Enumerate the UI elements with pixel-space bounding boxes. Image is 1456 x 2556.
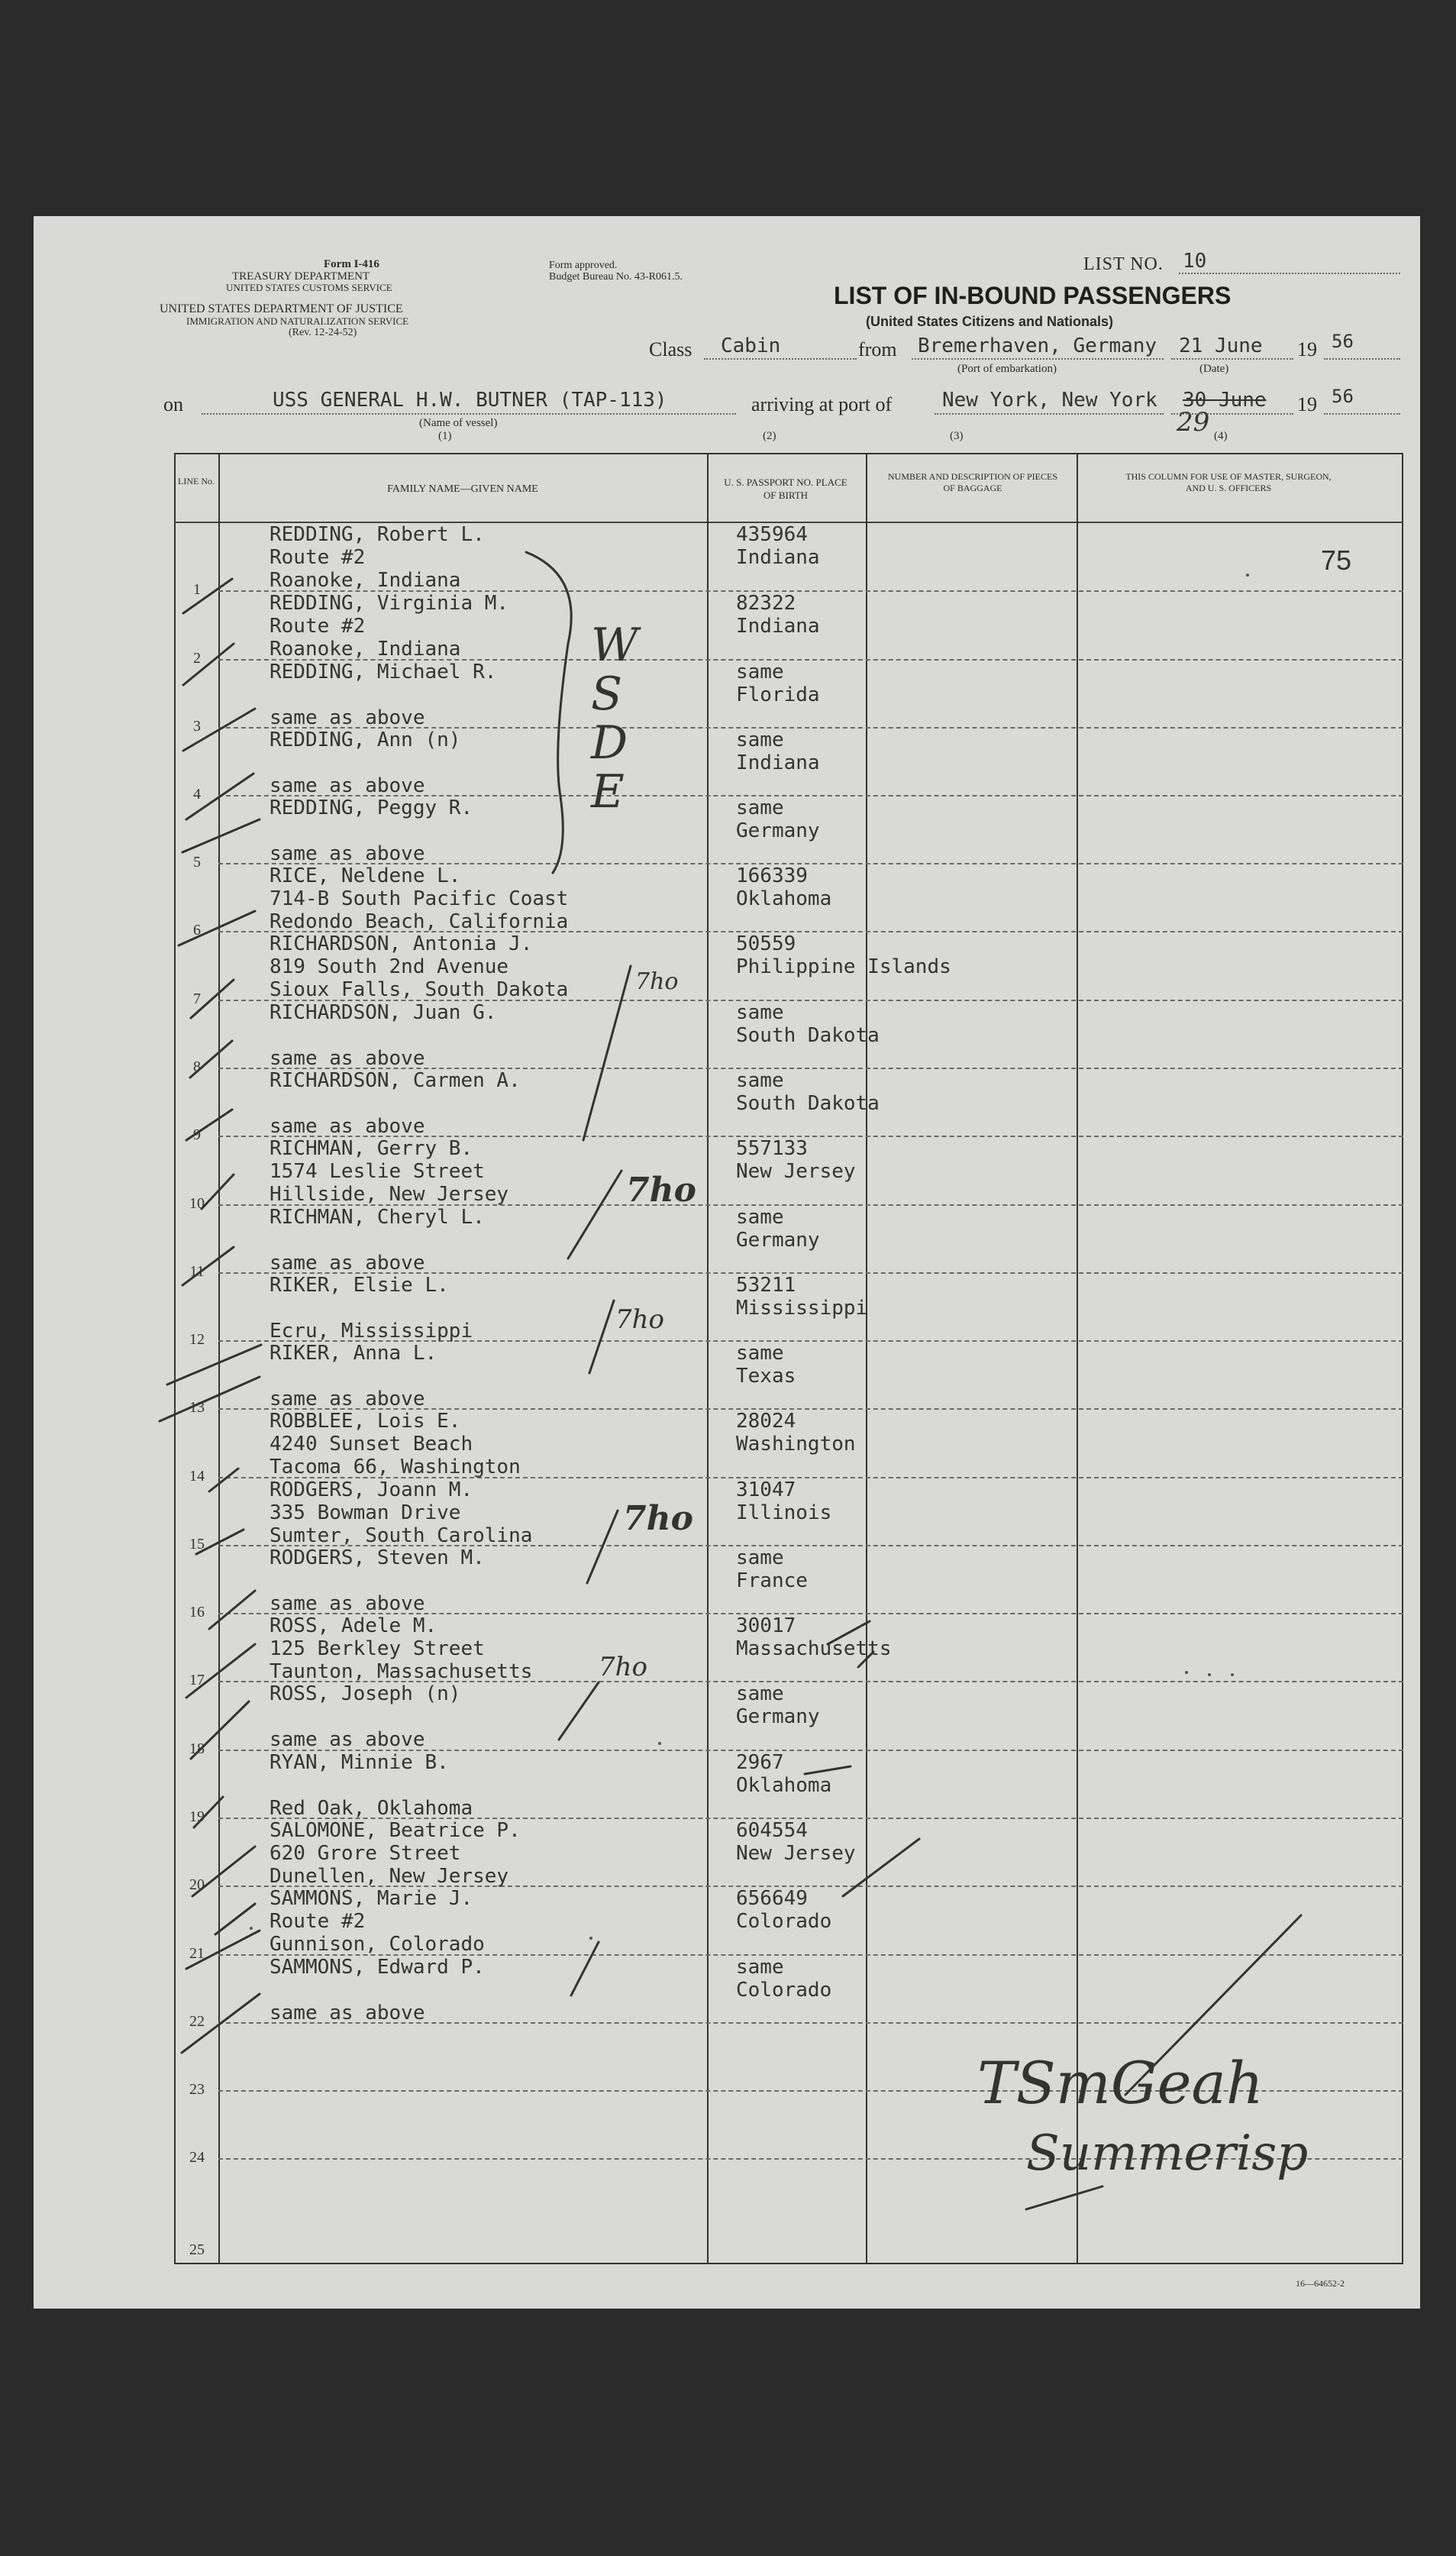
passport-number: same xyxy=(736,1956,784,1979)
address-line: 125 Berkley Street xyxy=(270,1637,485,1660)
col-header-officers: THIS COLUMN FOR USE OF MASTER, SURGEON, AND U. S. OFFICERS xyxy=(1125,471,1332,493)
initials-mark: 7ho xyxy=(635,968,679,995)
arriving-label: arriving at port of xyxy=(751,393,893,415)
passport-number: same xyxy=(736,661,784,683)
class-label: Class xyxy=(649,338,692,360)
address-line: Dunellen, New Jersey xyxy=(270,1865,509,1888)
line-number: 8 xyxy=(193,1058,201,1075)
address-line: same as above xyxy=(270,1388,425,1410)
col-header-baggage: NUMBER AND DESCRIPTION OF PIECES OF BAGGAGE xyxy=(887,471,1058,493)
passenger-name: RICHARDSON, Juan G. xyxy=(270,1001,497,1024)
line-number: 18 xyxy=(189,1740,205,1757)
initials-mark: 7ho xyxy=(623,1499,693,1538)
line-number: 24 xyxy=(189,2149,205,2166)
form-code: 16—64652-2 xyxy=(1296,2278,1345,2289)
passport-number: 604554 xyxy=(736,1819,808,1842)
line-number: 5 xyxy=(193,854,201,871)
line-number: 3 xyxy=(193,718,201,735)
passport-number: 53211 xyxy=(736,1274,796,1297)
place-of-birth: Colorado xyxy=(736,1910,832,1933)
year-prefix: 19 xyxy=(1297,338,1317,360)
place-of-birth: Germany xyxy=(736,819,820,842)
passenger-name: RIKER, Elsie L. xyxy=(270,1274,449,1297)
passenger-name: RODGERS, Steven M. xyxy=(270,1546,485,1569)
passenger-name: REDDING, Peggy R. xyxy=(270,797,473,819)
passenger-name: RICHMAN, Gerry B. xyxy=(270,1137,473,1160)
address-line: Route #2 xyxy=(270,546,366,569)
passenger-name: SAMMONS, Marie J. xyxy=(270,1887,473,1910)
column-caption-1: (1) xyxy=(438,430,452,442)
address-line: Hillside, New Jersey xyxy=(270,1183,509,1206)
manifest-page xyxy=(34,216,1420,2309)
line-number: 11 xyxy=(189,1263,205,1280)
initials-mark: 7ho xyxy=(599,1652,647,1682)
address-line: same as above xyxy=(270,1252,425,1275)
passenger-name: SALOMONE, Beatrice P. xyxy=(270,1819,521,1842)
place-of-birth: Germany xyxy=(736,1229,820,1252)
address-line: 620 Grore Street xyxy=(270,1842,461,1865)
line-number: 21 xyxy=(189,1945,205,1962)
line-number: 4 xyxy=(193,786,201,803)
address-line: Route #2 xyxy=(270,615,366,638)
signature: TSmGeah xyxy=(977,2049,1264,2117)
address-line: Route #2 xyxy=(270,1910,366,1933)
passport-number: same xyxy=(736,797,784,819)
arrival-date: 30 June xyxy=(1183,389,1267,412)
col-header-name: FAMILY NAME—GIVEN NAME xyxy=(387,483,538,495)
passenger-name: REDDING, Michael R. xyxy=(270,661,497,683)
address-line: same as above xyxy=(270,1592,425,1615)
address-line: Roanoke, Indiana xyxy=(270,638,461,661)
place-of-birth: Florida xyxy=(736,683,820,706)
approved-line-2: Budget Bureau No. 43-R061.5. xyxy=(549,271,683,283)
arrival-port: New York, New York xyxy=(942,389,1157,412)
officer-note: 75 xyxy=(1321,544,1352,576)
address-line: same as above xyxy=(270,2002,425,2024)
on-label: on xyxy=(163,393,183,415)
embarkation-year: 56 xyxy=(1332,331,1354,352)
place-of-birth: Philippine Islands xyxy=(736,955,951,978)
place-of-birth: Oklahoma xyxy=(736,887,832,910)
dept-line-4: IMMIGRATION AND NATURALIZATION SERVICE xyxy=(186,315,409,327)
column-caption-4: (4) xyxy=(1214,430,1228,442)
line-number: 6 xyxy=(193,922,201,939)
line-number: 20 xyxy=(189,1876,205,1893)
address-line: 4240 Sunset Beach xyxy=(270,1433,473,1456)
passenger-name: SAMMONS, Edward P. xyxy=(270,1956,485,1979)
place-of-birth: Germany xyxy=(736,1705,820,1728)
passenger-name: RICE, Neldene L. xyxy=(270,864,461,887)
initials-mark: 7ho xyxy=(615,1304,664,1335)
place-of-birth: France xyxy=(736,1569,808,1592)
arrival-year-prefix: 19 xyxy=(1297,393,1317,415)
place-of-birth: South Dakota xyxy=(736,1024,880,1047)
col-header-line-no: LINE No. xyxy=(178,476,215,486)
passport-number: 557133 xyxy=(736,1137,808,1160)
line-number: 14 xyxy=(189,1468,205,1485)
passport-number: same xyxy=(736,1682,784,1705)
place-of-birth: Indiana xyxy=(736,615,820,638)
address-line: Ecru, Mississippi xyxy=(270,1320,473,1343)
passenger-name: RIKER, Anna L. xyxy=(270,1342,437,1365)
address-line: Sioux Falls, South Dakota xyxy=(270,978,569,1001)
passport-number: 2967 xyxy=(736,1751,784,1774)
passport-number: same xyxy=(736,1206,784,1229)
form-number: Form I-416 xyxy=(324,258,379,270)
list-no-value: 10 xyxy=(1183,250,1207,273)
address-line: Roanoke, Indiana xyxy=(270,569,461,592)
address-line: 714-B South Pacific Coast xyxy=(270,887,569,910)
passenger-name: RICHARDSON, Antonia J. xyxy=(270,932,533,955)
address-line: 819 South 2nd Avenue xyxy=(270,955,509,978)
place-of-birth: Massachusetts xyxy=(736,1637,892,1660)
passenger-name: ROSS, Adele M. xyxy=(270,1614,437,1637)
line-number: 25 xyxy=(189,2241,205,2258)
place-of-birth: Oklahoma xyxy=(736,1774,832,1797)
line-number: 19 xyxy=(189,1808,205,1825)
place-of-birth: South Dakota xyxy=(736,1092,880,1115)
line-number: 22 xyxy=(189,2013,205,2030)
port-of-embarkation: Bremerhaven, Germany xyxy=(918,334,1157,357)
address-line: Gunnison, Colorado xyxy=(270,1933,485,1956)
place-of-birth: Texas xyxy=(736,1365,796,1388)
vessel-name: USS GENERAL H.W. BUTNER (TAP-113) xyxy=(273,389,667,412)
address-line: Red Oak, Oklahoma xyxy=(270,1797,473,1820)
dept-line-2: UNITED STATES CUSTOMS SERVICE xyxy=(226,282,392,293)
address-line: 335 Bowman Drive xyxy=(270,1501,461,1524)
date-caption: (Date) xyxy=(1199,363,1229,375)
port-embarkation-caption: (Port of embarkation) xyxy=(957,363,1057,375)
place-of-birth: New Jersey xyxy=(736,1160,856,1183)
passenger-name: REDDING, Ann (n) xyxy=(270,729,461,751)
passenger-name: ROBBLEE, Lois E. xyxy=(270,1410,461,1433)
passport-number: same xyxy=(736,1546,784,1569)
passport-number: same xyxy=(736,729,784,751)
address-line: same as above xyxy=(270,842,425,865)
line-number: 1 xyxy=(193,581,201,598)
arrival-date-correction: 29 xyxy=(1177,407,1210,438)
check-marks xyxy=(34,216,1420,2309)
approved-line-1: Form approved. xyxy=(549,260,618,271)
column-caption-2: (2) xyxy=(763,430,776,442)
vessel-caption: (Name of vessel) xyxy=(419,417,498,429)
line-number: 23 xyxy=(189,2081,205,2098)
arrival-year: 56 xyxy=(1332,386,1354,407)
passport-number: 166339 xyxy=(736,864,808,887)
passenger-name: RYAN, Minnie B. xyxy=(270,1751,449,1774)
passenger-name: ROSS, Joseph (n) xyxy=(270,1682,461,1705)
initials-mark: 7ho xyxy=(626,1171,696,1210)
passport-number: same xyxy=(736,1001,784,1024)
line-number: 15 xyxy=(189,1536,205,1553)
place-of-birth: Indiana xyxy=(736,751,820,774)
passport-number: 50559 xyxy=(736,932,796,955)
page-title: LIST OF IN-BOUND PASSENGERS xyxy=(834,282,1232,309)
dept-line-1: TREASURY DEPARTMENT xyxy=(232,270,370,283)
passenger-name: REDDING, Virginia M. xyxy=(270,592,509,615)
bracket-letters: WSDE xyxy=(591,619,638,819)
place-of-birth: Mississippi xyxy=(736,1297,868,1320)
line-number: 10 xyxy=(189,1195,205,1212)
signature: Summerisp xyxy=(1026,2125,1309,2182)
address-line: Sumter, South Carolina xyxy=(270,1524,533,1547)
place-of-birth: Colorado xyxy=(736,1979,832,2002)
line-number: 12 xyxy=(189,1331,205,1348)
passport-number: 656649 xyxy=(736,1887,808,1910)
column-caption-3: (3) xyxy=(950,430,964,442)
page-subtitle: (United States Citizens and Nationals) xyxy=(866,314,1114,329)
from-label: from xyxy=(858,338,897,360)
address-line: Redondo Beach, California xyxy=(270,910,569,933)
address-line: same as above xyxy=(270,706,425,729)
place-of-birth: Indiana xyxy=(736,546,820,569)
address-line: same as above xyxy=(270,1047,425,1070)
passport-number: 435964 xyxy=(736,523,808,546)
address-line: same as above xyxy=(270,774,425,797)
place-of-birth: Washington xyxy=(736,1433,856,1456)
line-number: 7 xyxy=(193,990,201,1007)
line-number: 9 xyxy=(193,1126,201,1143)
passenger-name: RICHARDSON, Carmen A. xyxy=(270,1069,521,1092)
dept-line-3: UNITED STATES DEPARTMENT OF JUSTICE xyxy=(160,302,403,315)
line-number: 17 xyxy=(189,1672,205,1688)
list-no-label: LIST NO. xyxy=(1083,254,1164,274)
dept-line-5: (Rev. 12-24-52) xyxy=(289,327,357,338)
address-line: same as above xyxy=(270,1115,425,1138)
place-of-birth: New Jersey xyxy=(736,1842,856,1865)
address-line: Tacoma 66, Washington xyxy=(270,1456,521,1478)
line-number: 13 xyxy=(189,1399,205,1416)
passenger-name: RICHMAN, Cheryl L. xyxy=(270,1206,485,1229)
passport-number: same xyxy=(736,1069,784,1092)
passenger-name: RODGERS, Joann M. xyxy=(270,1478,473,1501)
address-line: 1574 Leslie Street xyxy=(270,1160,485,1183)
line-number: 2 xyxy=(193,650,201,667)
class-value: Cabin xyxy=(721,334,781,357)
passport-number: 28024 xyxy=(736,1410,796,1433)
embarkation-date: 21 June xyxy=(1179,334,1263,357)
address-line: same as above xyxy=(270,1728,425,1751)
passport-number: 82322 xyxy=(736,592,796,615)
address-line: Taunton, Massachusetts xyxy=(270,1660,533,1683)
line-number: 16 xyxy=(189,1604,205,1621)
place-of-birth: Illinois xyxy=(736,1501,832,1524)
passport-number: 31047 xyxy=(736,1478,796,1501)
col-header-passport: U. S. PASSPORT NO. PLACE OF BIRTH xyxy=(724,477,847,501)
passport-number: same xyxy=(736,1342,784,1365)
passenger-name: REDDING, Robert L. xyxy=(270,523,485,546)
passport-number: 30017 xyxy=(736,1614,796,1637)
